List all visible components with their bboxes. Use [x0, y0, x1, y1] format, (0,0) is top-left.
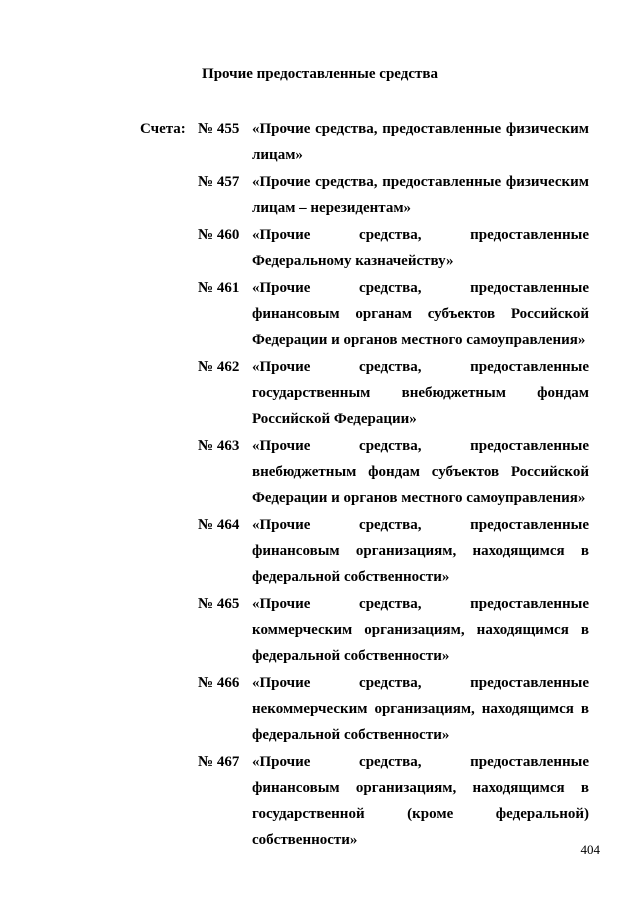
account-description: «Прочие средства, предоставленные государственным внебюджетным фондам Российской Федерации»: [252, 359, 589, 427]
page-title: Прочие предоставленные средства: [202, 66, 438, 82]
account-description: «Прочие средства, предоставленные физическим лицам – нерезидентам»: [252, 174, 589, 216]
account-row: [0, 433, 640, 511]
account-row: [0, 591, 640, 669]
account-number: № 455: [198, 121, 240, 137]
account-number: № 465: [198, 596, 240, 612]
account-row: [0, 670, 640, 748]
page-number: 404: [580, 842, 600, 857]
account-number: № 464: [198, 517, 240, 533]
account-description: «Прочие средства, предоставленные коммерческим организациям, находящимся в федеральной собственности»: [252, 596, 589, 664]
account-number: № 462: [198, 359, 240, 375]
accounts-label: Счета:: [140, 121, 186, 137]
account-description: «Прочие средства, предоставленные физическим лицам»: [252, 121, 589, 163]
account-number: № 460: [198, 227, 240, 243]
account-description: «Прочие средства, предоставленные внебюджетным фондам субъектов Российской Федерации и органов местного самоуправления»: [252, 438, 589, 506]
account-description: «Прочие средства, предоставленные Федеральному казначейству»: [252, 227, 589, 269]
account-description: «Прочие средства, предоставленные некоммерческим организациям, находящимся в федеральной собственности»: [252, 675, 589, 743]
account-description: «Прочие средства, предоставленные финансовым организациям, находящимся в государственной (кроме федеральной) собственности»: [252, 754, 589, 848]
account-number: № 463: [198, 438, 240, 454]
account-row: [0, 116, 640, 168]
account-row: [0, 749, 640, 853]
account-number: № 467: [198, 754, 240, 770]
account-description: «Прочие средства, предоставленные финансовым органам субъектов Российской Федерации и органов местного самоуправления»: [252, 280, 589, 348]
account-number: № 457: [198, 174, 240, 190]
account-row: [0, 354, 640, 432]
accounts-list: [0, 116, 640, 854]
account-row: [0, 512, 640, 590]
account-row: [0, 275, 640, 353]
account-number: № 466: [198, 675, 240, 691]
account-description: «Прочие средства, предоставленные финансовым организациям, находящимся в федеральной собственности»: [252, 517, 589, 585]
account-row: [0, 222, 640, 274]
account-number: № 461: [198, 280, 240, 296]
account-row: [0, 169, 640, 221]
